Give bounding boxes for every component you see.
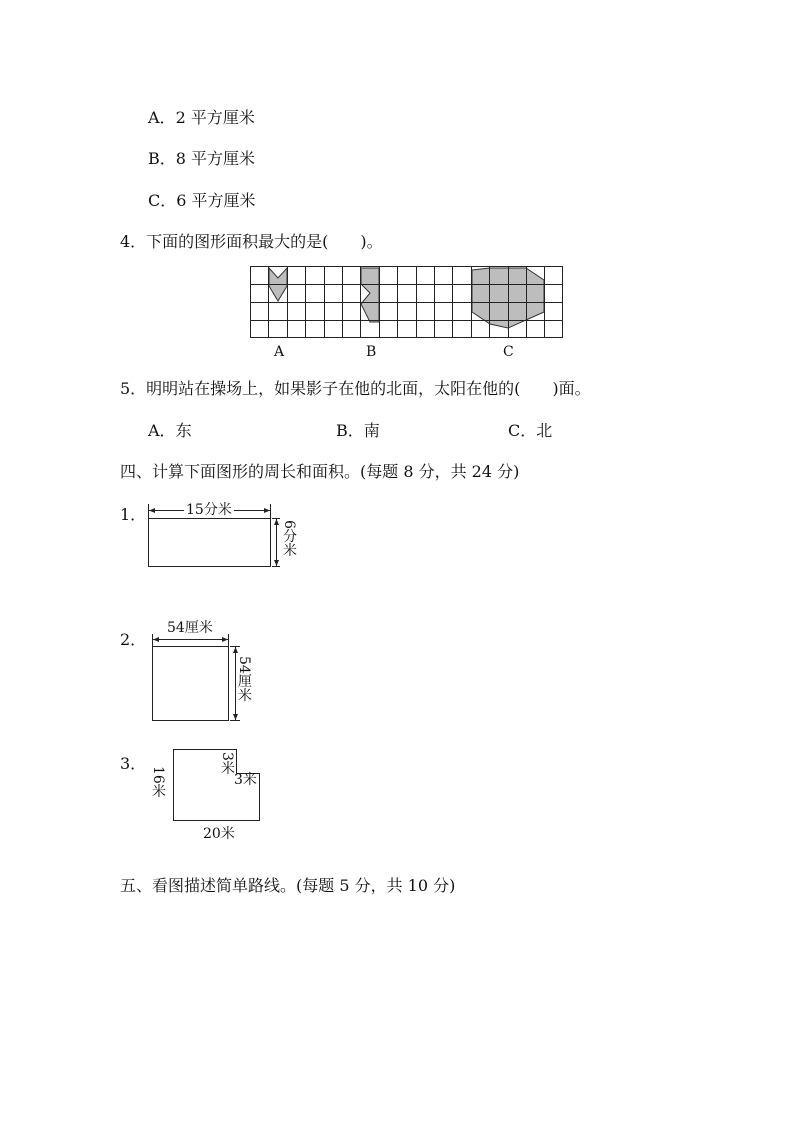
section5-heading: 五、看图描述简单路线。(每题 5 分，共 10 分) (120, 876, 456, 895)
problem1-number: 1． (120, 505, 147, 524)
figure-label-c: C (503, 344, 514, 360)
q3-option-c: C．6 平方厘米 (148, 191, 256, 210)
problem1-height-label: 6分米 (281, 520, 297, 557)
problem3-left-label: 16米 (150, 766, 166, 798)
q3-option-b: B．8 平方厘米 (148, 149, 256, 168)
q3-option-a: A．2 平方厘米 (148, 108, 255, 127)
problem2-number: 2． (120, 630, 147, 649)
problem2-width-label: 54厘米 (167, 620, 213, 636)
q4-grid-figure (250, 266, 570, 342)
q5-option-a: A．东 (148, 421, 192, 440)
problem3-number: 3． (120, 754, 147, 773)
q4-question: 4．下面的图形面积最大的是( )。 (120, 232, 383, 251)
problem3-bottom-label: 20米 (203, 826, 235, 842)
q5-option-c: C．北 (508, 421, 553, 440)
figure-label-a: A (274, 344, 285, 360)
problem2-height-label: 54厘米 (236, 656, 252, 702)
figure-label-b: B (366, 344, 377, 360)
section4-heading: 四、计算下面图形的周长和面积。(每题 8 分，共 24 分) (120, 462, 520, 481)
problem1-width-label: 15分米 (186, 502, 232, 518)
problem3-notch-label-2: 3米 (234, 772, 257, 788)
problem3-notch-label-1: 3米 (219, 752, 235, 775)
q5-option-b: B．南 (336, 421, 380, 440)
q5-question: 5．明明站在操场上，如果影子在他的北面，太阳在他的( )面。 (120, 379, 591, 398)
shape-b-fill (361, 268, 379, 322)
